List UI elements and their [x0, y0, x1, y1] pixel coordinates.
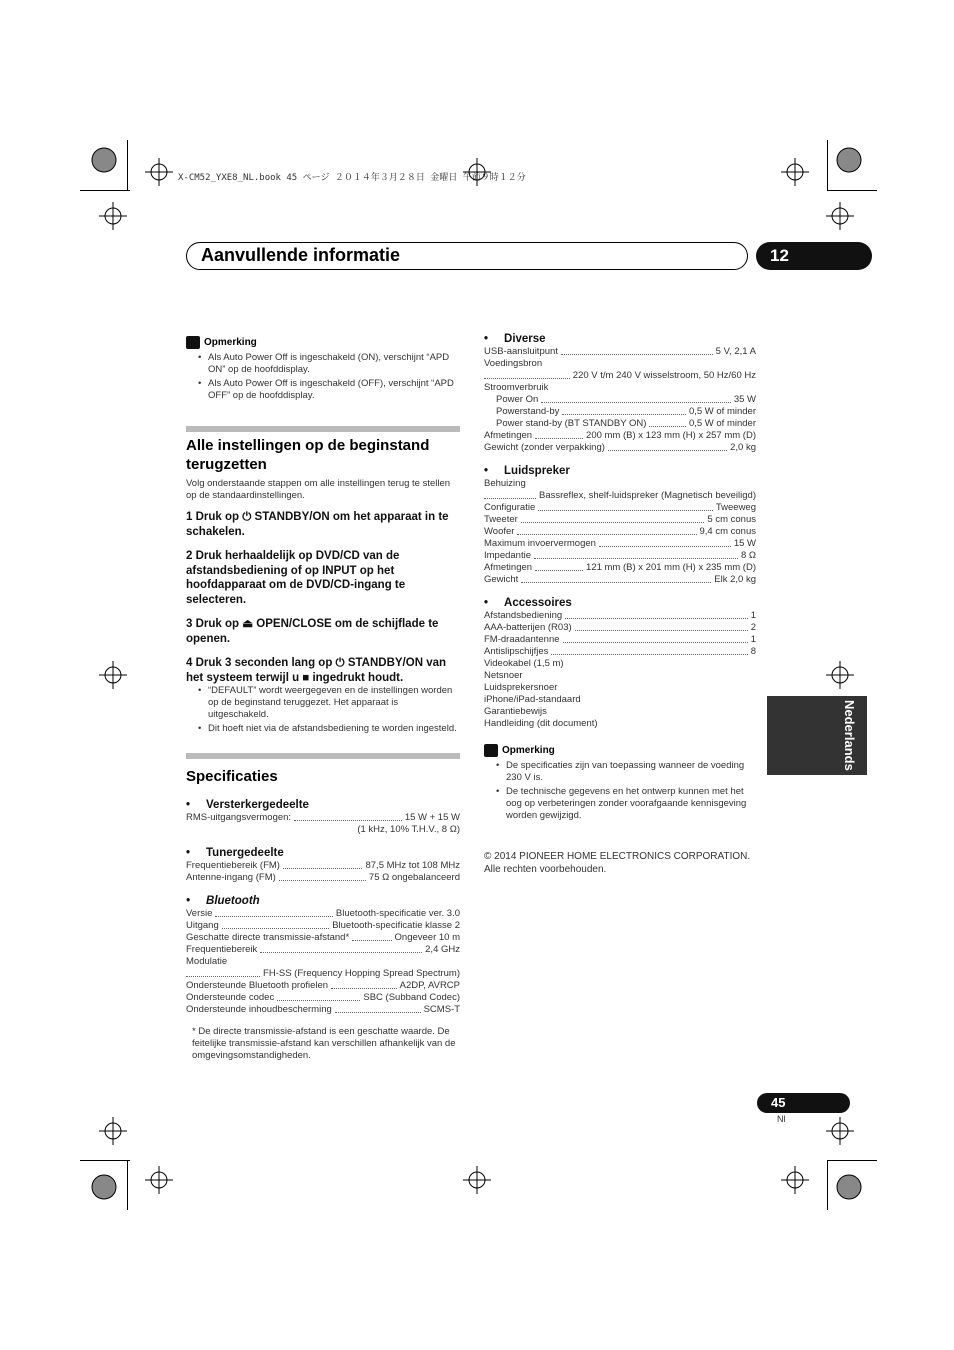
spec-row: RMS-uitgangsvermogen: 15 W + 15 W	[186, 812, 460, 824]
note-item: • Als Auto Power Off is ingeschakeld (OFF), verschijnt “APD OFF” op de hoofddisplay.	[186, 378, 460, 402]
section-divider	[186, 753, 460, 759]
chapter-number: 12	[770, 246, 789, 265]
footnote: * De directe transmissie-afstand is een geschatte waarde. De feitelijke transmissie-afstand kan verschillen afhankelijk van de omgevingsomstandigheden.	[192, 1026, 456, 1062]
section-title-specs: Specificaties	[186, 768, 278, 786]
note-title: Opmerking	[502, 745, 555, 757]
spec-row: Antislipschijfjes 8	[484, 646, 756, 657]
spec-label: Voedingsbron	[484, 358, 543, 369]
spec-row: Ondersteunde inhoudbescherming SCMS-T	[186, 1004, 460, 1016]
spec-row: Power On 35 W	[496, 394, 756, 405]
step-2: 2 Druk herhaaldelijk op DVD/CD van de afstandsbediening of op INPUT op het hoofdapparaat om de DVD/CD-ingang te selecteren.	[186, 550, 406, 606]
spec-row: Power stand-by (BT STANDBY ON) 0,5 W of minder	[496, 418, 756, 429]
page-language: Nl	[777, 1114, 786, 1124]
spec-row: Afmetingen 121 mm (B) x 201 mm (H) x 235 mm (D)	[484, 562, 756, 573]
section-divider	[186, 426, 460, 432]
book-header-meta: X-CM52_YXE8_NL.book 45 ページ ２０１４年３月２８日 金曜日 午前９時１２分	[178, 173, 526, 183]
spec-row: USB-aansluitpunt 5 V, 2,1 A	[484, 346, 756, 357]
subhead-speaker: • Luidspreker	[484, 465, 570, 477]
spec-note: (1 kHz, 10% T.H.V., 8 Ω)	[357, 824, 460, 836]
spec-row: Frequentiebereik 2,4 GHz	[186, 944, 460, 956]
accessory-item: Garantiebewijs	[484, 706, 547, 717]
left-column	[186, 336, 460, 1062]
note-icon	[186, 336, 200, 349]
spec-row: Ondersteunde codec SBC (Subband Codec)	[186, 992, 460, 1004]
step-note: • “DEFAULT” wordt weergegeven en de instellingen worden op de beginstand teruggezet. Het apparaat is uitgeschakeld.	[186, 685, 460, 721]
page-title: Aanvullende informatie	[201, 245, 401, 265]
subhead-tuner: • Tunergedeelte	[186, 847, 284, 860]
spec-row: FM-draadantenne 1	[484, 634, 756, 645]
page-number-badge	[757, 1093, 850, 1113]
spec-label: Modulatie	[186, 956, 228, 968]
right-column	[484, 332, 756, 876]
spec-row: Configuratie Tweeweg	[484, 502, 756, 513]
spec-row: Geschatte directe transmissie-afstand* Ongeveer 10 m	[186, 932, 460, 944]
spec-row: Frequentiebereik (FM) 87,5 MHz tot 108 MHz	[186, 860, 460, 872]
note-title: Opmerking	[204, 337, 257, 349]
spec-row: Ondersteunde Bluetooth profielen A2DP, AVRCP	[186, 980, 460, 992]
spec-row: Gewicht (zonder verpakking) 2,0 kg	[484, 442, 756, 453]
note-item: • Als Auto Power Off is ingeschakeld (ON), verschijnt “APD ON” op de hoofddisplay.	[186, 352, 460, 376]
step-1: 1 Druk op ⏻ STANDBY/ON om het apparaat in te schakelen.	[186, 511, 449, 538]
spec-row: FH-SS (Frequency Hopping Spread Spectrum)	[186, 968, 460, 980]
spec-row: Woofer 9,4 cm conus	[484, 526, 756, 537]
accessory-item: Netsnoer	[484, 670, 523, 681]
note-item: • De technische gegevens en het ontwerp kunnen met het oog op verbeteringen zonder voorafgaande kennisgeving worden gewijzigd.	[484, 786, 756, 822]
subhead-amp: • Versterkergedeelte	[186, 799, 309, 812]
copyright: © 2014 PIONEER HOME ELECTRONICS CORPORATION. Alle rechten voorbehouden.	[484, 851, 751, 876]
page-number: 45	[771, 1095, 786, 1110]
spec-row: Afstandsbediening 1	[484, 610, 756, 621]
chapter-number-badge	[756, 242, 872, 270]
spec-row: AAA-batterijen (R03) 2	[484, 622, 756, 633]
chapter-title-bar	[186, 242, 748, 270]
spec-row: Tweeter 5 cm conus	[484, 514, 756, 525]
accessory-item: iPhone/iPad-standaard	[484, 694, 581, 705]
step-3: 3 Druk op ⏏ OPEN/CLOSE om de schijflade te openen.	[186, 618, 439, 645]
subhead-misc: • Diverse	[484, 333, 546, 345]
spec-row: 220 V t/m 240 V wisselstroom, 50 Hz/60 Hz	[484, 370, 756, 382]
spec-row: Bassreflex, shelf-luidspreker (Magnetisch beveiligd)	[484, 490, 756, 502]
subhead-accessories: • Accessoires	[484, 597, 572, 609]
note-heading	[186, 336, 460, 349]
spec-row: Maximum invoervermogen 15 W	[484, 538, 756, 549]
accessory-item: Videokabel (1,5 m)	[484, 658, 564, 669]
note-icon	[484, 744, 498, 757]
step-4: 4 Druk 3 seconden lang op ⏻ STANDBY/ON van het systeem terwijl u ■ ingedrukt houdt.	[186, 657, 447, 684]
language-label: Nederlands	[842, 700, 857, 771]
accessory-item: Luidsprekersnoer	[484, 682, 558, 693]
subhead-bluetooth: • Bluetooth	[186, 895, 260, 908]
section-title-reset: Alle instellingen op de beginstand terugzetten	[186, 437, 430, 474]
spec-row: Impedantie 8 Ω	[484, 550, 756, 561]
spec-label: Stroomverbruik	[484, 382, 549, 393]
spec-row: Gewicht Elk 2,0 kg	[484, 574, 756, 585]
spec-row: Versie Bluetooth-specificatie ver. 3.0	[186, 908, 460, 920]
spec-row: Powerstand-by 0,5 W of minder	[496, 406, 756, 417]
language-side-tab	[767, 696, 867, 775]
step-note: • Dit hoeft niet via de afstandsbediening te worden ingesteld.	[186, 723, 460, 735]
accessory-item: Handleiding (dit document)	[484, 718, 598, 729]
spec-row: Antenne-ingang (FM) 75 Ω ongebalanceerd	[186, 872, 460, 884]
spec-label: Behuizing	[484, 478, 526, 489]
note-item: • De specificaties zijn van toepassing wanneer de voeding 230 V is.	[484, 760, 756, 784]
reset-intro: Volg onderstaande stappen om alle instellingen terug te stellen op de standaardinstellingen.	[186, 478, 451, 502]
spec-row: Afmetingen 200 mm (B) x 123 mm (H) x 257 mm (D)	[484, 430, 756, 441]
spec-row: Uitgang Bluetooth-specificatie klasse 2	[186, 920, 460, 932]
note-heading	[484, 744, 756, 757]
